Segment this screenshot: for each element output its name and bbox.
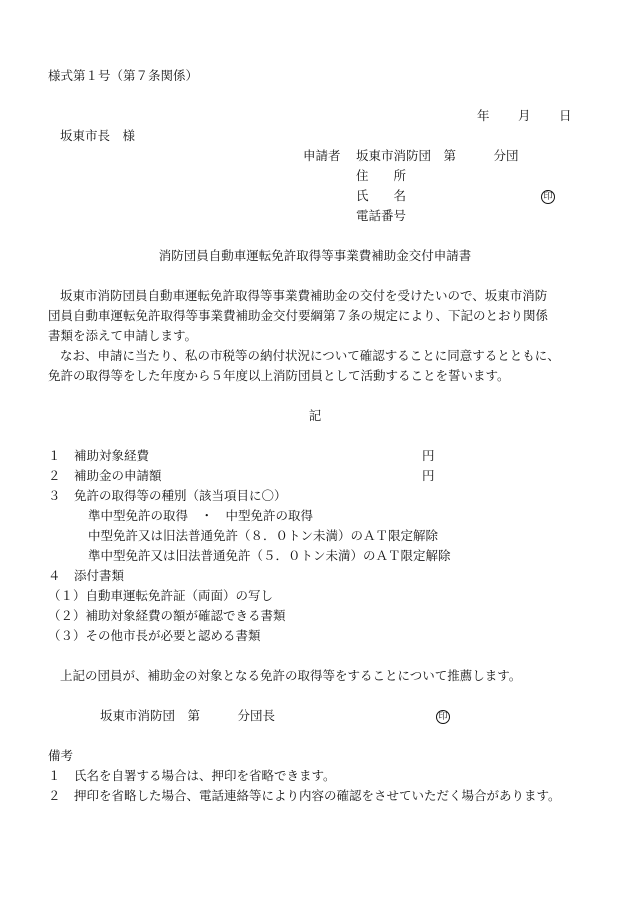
applicant-group: 坂東市消防団 第 分団 [356,148,519,163]
date-month: 月 [518,108,531,123]
item-3-option-2: 中型免許又は旧法普通免許（８．０トン未満）のＡＴ限定解除 [88,528,439,543]
body-line-1: 坂東市消防団員自動車運転免許取得等事業費補助金の交付を受けたいので、坂東市消防 [60,288,548,303]
body-line-3: 書類を添えて申請します。 [48,328,198,343]
ki-heading: 記 [308,408,322,423]
item-1-number: １ [48,448,61,463]
attachment-2: （２）補助対象経費の額が確認できる書類 [48,608,286,623]
attachment-1: （１）自動車運転免許証（両面）の写し [48,588,274,603]
item-4-label: 添付書類 [74,568,125,583]
remark-2-number: ２ [48,788,61,803]
item-1-label: 補助対象経費 [74,448,150,463]
applicant-seal-icon: 印 [541,189,555,204]
chief-label: 坂東市消防団 第 分団長 [100,708,276,723]
body-line-2: 団員自動車運転免許取得等事業費補助金交付要綱第７条の規定により、下記のとおり関係 [48,308,549,323]
name-label: 氏 名 [356,188,407,203]
addressee: 坂東市長 様 [60,128,136,143]
applicant-label: 申請者 [303,148,341,163]
item-3-label: 免許の取得等の種別（該当項目に〇） [74,488,287,503]
date-day: 日 [559,108,572,123]
date-year: 年 [477,108,490,123]
recommendation: 上記の団員が、補助金の対象となる免許の取得等をすることについて推薦します。 [60,668,522,683]
item-2-unit: 円 [422,468,435,483]
item-1-unit: 円 [422,448,435,463]
body-line-5: 免許の取得等をした年度から５年度以上消防団員として活動することを誓います。 [48,368,510,383]
item-3-number: ３ [48,488,61,503]
item-3-option-1: 準中型免許の取得 ・ 中型免許の取得 [88,508,314,523]
item-2-label: 補助金の申請額 [74,468,162,483]
remarks-title: 備考 [48,748,74,763]
address-label: 住 所 [356,168,407,183]
item-2-number: ２ [48,468,61,483]
form-number: 様式第１号（第７条関係） [48,68,199,83]
remark-1-number: １ [48,768,61,783]
item-4-number: ４ [48,568,61,583]
remark-1-text: 氏名を自署する場合は、押印を省略できます。 [74,768,336,783]
remark-2-text: 押印を省略した場合、電話連絡等により内容の確認をさせていただく場合があります。 [74,788,561,803]
attachment-3: （３）その他市長が必要と認める書類 [48,628,261,643]
body-line-4: なお、申請に当たり、私の市税等の納付状況について確認することに同意するとともに、 [60,348,560,363]
document-title: 消防団員自動車運転免許取得等事業費補助金交付申請書 [158,248,472,263]
item-3-option-3: 準中型免許又は旧法普通免許（５．０トン未満）のＡＴ限定解除 [88,548,451,563]
phone-label: 電話番号 [356,208,407,223]
chief-seal-icon: 印 [436,709,450,724]
